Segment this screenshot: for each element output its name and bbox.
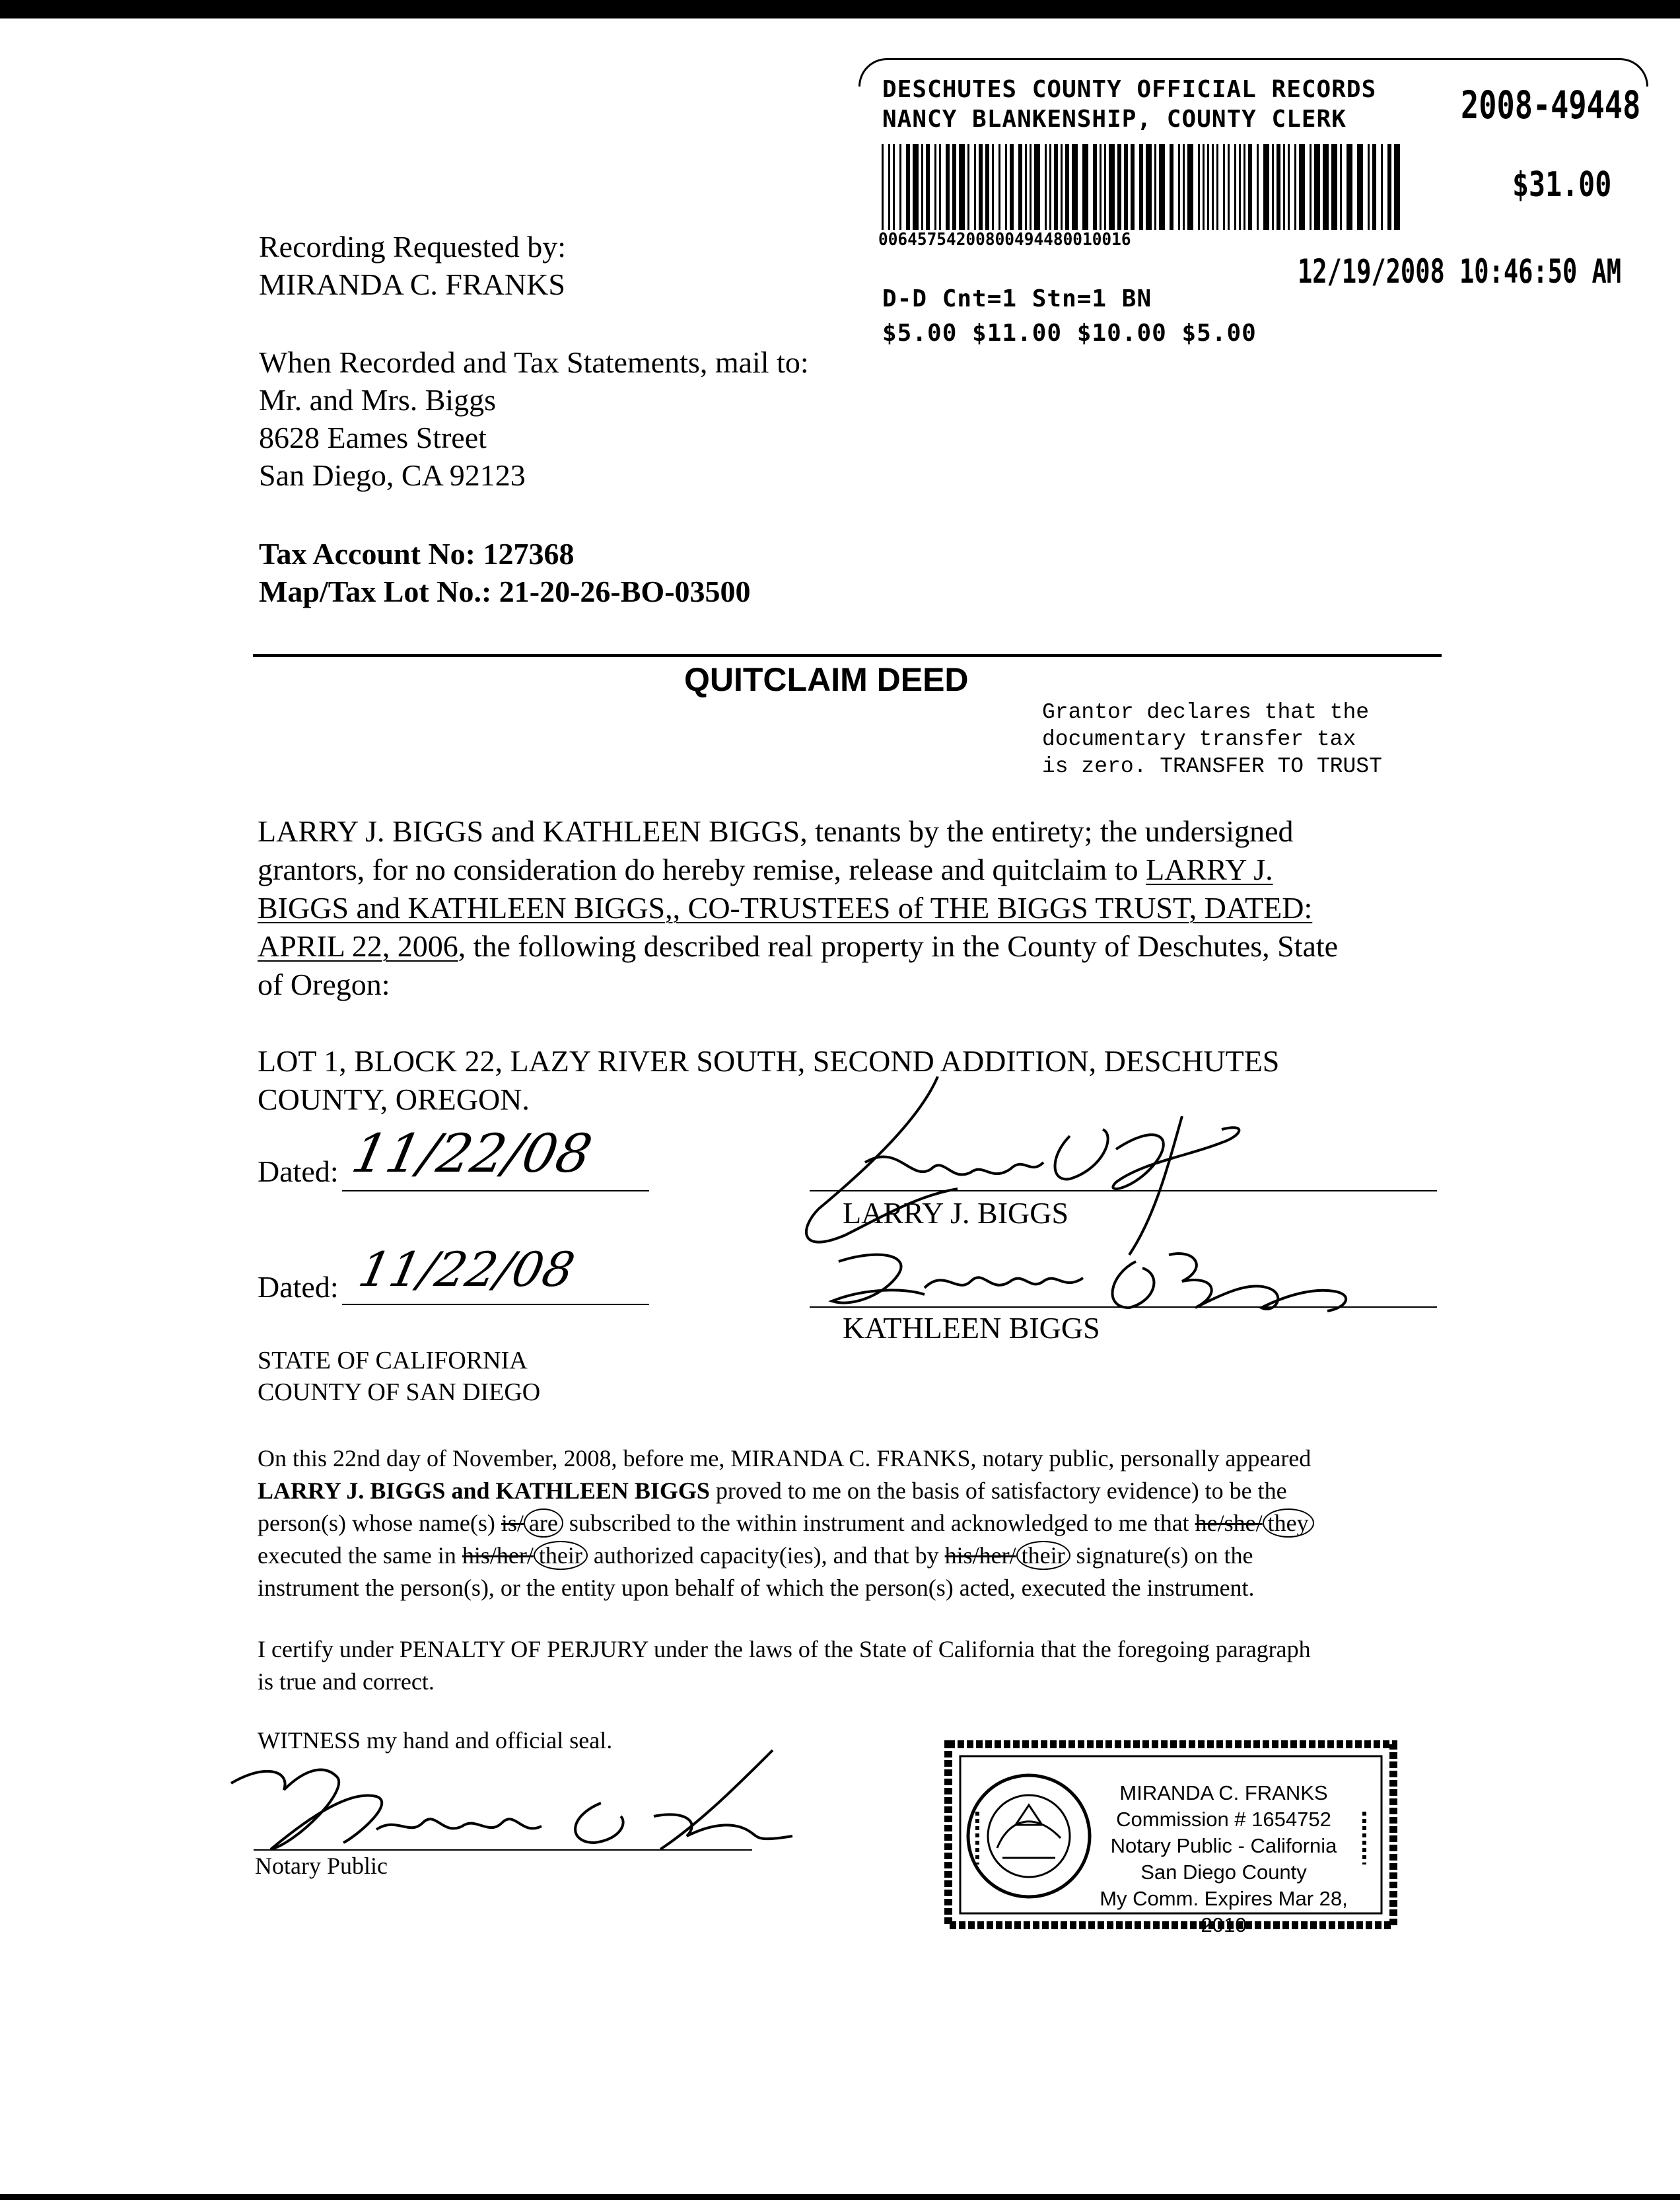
ack-line-4-text-b: authorized capacity(ies), and that by [587, 1542, 945, 1569]
records-office-line: DESCHUTES COUNTY OFFICIAL RECORDS [882, 76, 1377, 103]
recording-codes: D-D Cnt=1 Stn=1 BN [882, 285, 1152, 312]
ack-line-4-text-c: signature(s) on the [1070, 1542, 1253, 1569]
grant-line-4-text: , the following described real property in the County of Deschutes, State [458, 929, 1339, 963]
recorded-datetime: 12/19/2008 10:46:50 AM [1298, 252, 1622, 291]
county-clerk-line: NANCY BLANKENSHIP, COUNTY CLERK [882, 106, 1347, 133]
notary-seal-text [1078, 1780, 1369, 1938]
ack-line-3 [258, 1507, 1314, 1540]
legal-description-line-2: COUNTY, OREGON. [258, 1082, 530, 1116]
trust-date: APRIL 22, 2006 [258, 929, 458, 963]
tax-account-number: Tax Account No: 127368 [259, 537, 575, 571]
ack-struck-he-she: he/she/ [1195, 1510, 1263, 1536]
dated-label-1: Dated: [258, 1154, 339, 1188]
scan-bottom-border [0, 2194, 1680, 2200]
ack-line-3-text-b: subscribed to the within instrument and acknowledged to me that [563, 1510, 1195, 1536]
grant-line-2-text: grantors, for no consideration do hereby remise, release and quitclaim to [258, 853, 1146, 886]
grantee-trust-line: BIGGS and KATHLEEN BIGGS,, CO-TRUSTEES of THE BIGGS TRUST, DATED: [258, 891, 1313, 925]
handwritten-date-2: 11/22/08 [354, 1242, 580, 1297]
mail-to-street: 8628 Eames Street [259, 421, 487, 454]
ack-line-2-text: proved to me on the basis of satisfactory evidence) to be the [709, 1477, 1287, 1504]
grant-line-1: LARRY J. BIGGS and KATHLEEN BIGGS, tenants by the entirety; the undersigned [258, 814, 1294, 848]
perjury-line-1: I certify under PENALTY OF PERJURY under the laws of the State of California that the foregoing paragraph [258, 1636, 1311, 1662]
mail-to-label: When Recorded and Tax Statements, mail to: [259, 345, 809, 379]
signer-name-larry: LARRY J. BIGGS [843, 1196, 1069, 1230]
seal-expires: My Comm. Expires Mar 28, 2010 [1100, 1887, 1348, 1936]
ack-circled-they: they [1263, 1508, 1314, 1538]
legal-description-line-1: LOT 1, BLOCK 22, LAZY RIVER SOUTH, SECOND ADDITION, DESCHUTES [258, 1044, 1280, 1078]
handwritten-date-1: 11/22/08 [347, 1123, 598, 1184]
seal-county: San Diego County [1140, 1861, 1307, 1884]
grant-line-4 [258, 927, 1338, 966]
grant-line-5: of Oregon: [258, 968, 390, 1001]
map-tax-lot-number: Map/Tax Lot No.: 21-20-26-BO-03500 [259, 575, 751, 608]
scan-top-border [0, 0, 1680, 18]
signer-name-kathleen: KATHLEEN BIGGS [843, 1311, 1100, 1345]
seal-notary-name: MIRANDA C. FRANKS [1119, 1781, 1328, 1804]
dated-line-1 [342, 1190, 649, 1191]
transfer-tax-note-line-1: Grantor declares that the [1042, 700, 1370, 725]
seal-commission: Commission # 1654752 [1116, 1808, 1331, 1831]
ack-line-4-text-a: executed the same in [258, 1542, 462, 1569]
document-number: 2008-49448 [1461, 83, 1641, 127]
notary-public-label: Notary Public [255, 1853, 388, 1879]
seal-title: Notary Public - California [1110, 1834, 1337, 1857]
recording-requested-label: Recording Requested by: [259, 230, 567, 264]
mail-to-city: San Diego, CA 92123 [259, 458, 526, 492]
ack-circled-their-1: their [534, 1541, 588, 1570]
grant-line-2 [258, 851, 1273, 889]
barcode-number: 00645754200800494480010016 [878, 230, 1131, 250]
deed-title: QUITCLAIM DEED [684, 661, 969, 698]
grantee-name-part-1: LARRY J. [1146, 853, 1273, 886]
venue-county: COUNTY OF SAN DIEGO [258, 1378, 541, 1406]
ack-circled-are: are [524, 1508, 563, 1538]
ack-line-4 [258, 1539, 1253, 1572]
recording-barcode [880, 144, 1402, 230]
ack-line-2 [258, 1474, 1287, 1507]
dated-line-2 [342, 1304, 649, 1305]
transfer-tax-note-line-3: is zero. TRANSFER TO TRUST [1042, 754, 1382, 779]
header-divider [253, 654, 1442, 657]
ack-struck-his-her-1: his/her/ [462, 1542, 534, 1569]
notary-seal [943, 1739, 1399, 1936]
ack-struck-his-her-2: his/her/ [944, 1542, 1016, 1569]
ack-signers: LARRY J. BIGGS and KATHLEEN BIGGS [258, 1477, 710, 1504]
mail-to-name: Mr. and Mrs. Biggs [259, 383, 497, 417]
ack-circled-their-2: their [1016, 1541, 1070, 1570]
dated-label-2: Dated: [258, 1270, 339, 1304]
total-fee: $31.00 [1512, 165, 1612, 205]
recording-fees: $5.00 $11.00 $10.00 $5.00 [882, 320, 1257, 347]
ack-line-1: On this 22nd day of November, 2008, before me, MIRANDA C. FRANKS, notary public, personally appeared [258, 1445, 1312, 1472]
recording-requested-name: MIRANDA C. FRANKS [259, 267, 565, 301]
witness-line: WITNESS my hand and official seal. [258, 1727, 613, 1754]
perjury-line-2: is true and correct. [258, 1668, 435, 1695]
ack-line-5: instrument the person(s), or the entity upon behalf of which the person(s) acted, executed the instrument. [258, 1575, 1255, 1601]
transfer-tax-note-line-2: documentary transfer tax [1042, 727, 1356, 752]
ack-struck-is: is/ [501, 1510, 524, 1536]
venue-state: STATE OF CALIFORNIA [258, 1347, 528, 1374]
ack-line-3-text-a: person(s) whose name(s) [258, 1510, 501, 1536]
